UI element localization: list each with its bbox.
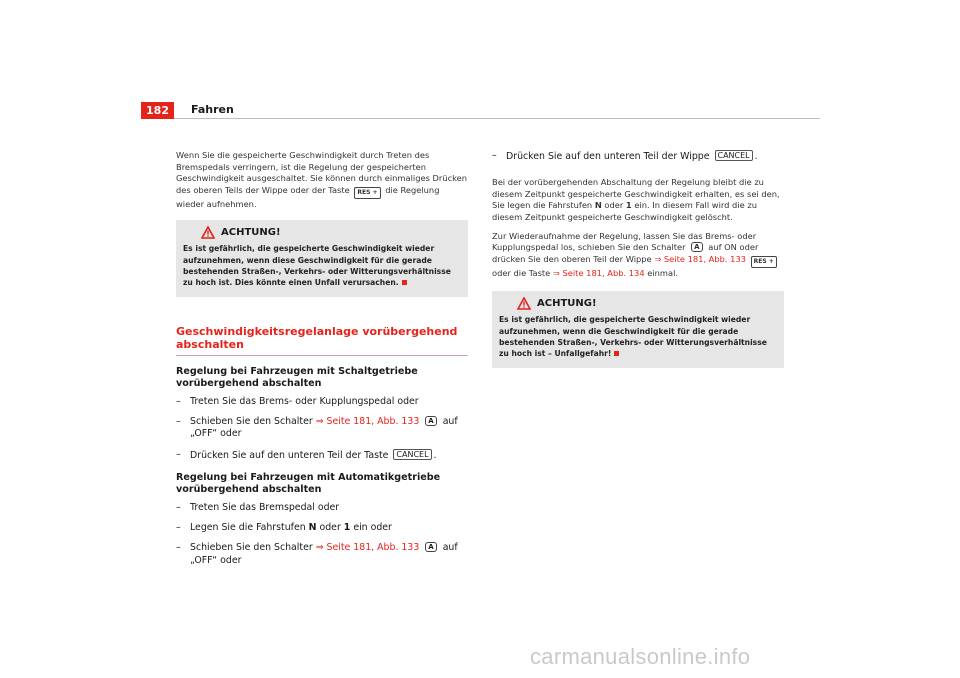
warning-header [517,297,776,310]
header-rule [174,118,820,119]
end-mark-icon [614,351,619,356]
warning-title: ACHTUNG! [221,227,281,239]
cancel-key-icon: CANCEL [715,150,753,161]
cancel-key-icon: CANCEL [393,449,431,460]
res-plus-key-icon: RES + [354,187,380,199]
list-item: – Drücken Sie auf den unteren Teil der Taste CANCEL . [176,448,437,461]
step-text: Treten Sie das Bremspedal oder [190,501,340,513]
list-item: – Drücken Sie auf den unteren Teil der Wippe CANCEL . [492,150,758,162]
page-link[interactable]: ⇒ Seite 181, Abb. 134 [552,267,645,278]
chapter-title: Fahren [191,103,234,116]
page-link[interactable]: ⇒ Seite 181, Abb. 133 [315,542,420,554]
page-link[interactable]: ⇒ Seite 181, Abb. 133 [654,253,747,264]
step-text: Drücken Sie auf den unteren Teil der Taste CANCEL . [190,449,437,461]
left-column [176,150,468,575]
switch-a-icon: A [691,242,702,252]
warning-triangle-icon [201,226,215,239]
intro-text-end: die Regelung wieder aufnehmen. [176,184,440,209]
step-text: Treten Sie das Brems- oder Kupplungspedal oder [190,395,419,407]
manual-subheading: Regelung bei Fahrzeugen mit Schaltgetriebe vorübergehend abschalten [176,365,418,390]
paragraph: Zur Wiederaufnahme der Regelung, lassen Sie das Brems- oder Kupplungspedal los, schieben Sie den Schalter A auf ON oder drücken Sie den oberen Teil der Wippe ⇒ Seite 181, Abb. 133 RES + oder die Taste ⇒ Seite 181, Abb. 134 einmal. [492,231,784,280]
page-link[interactable]: ⇒ Seite 181, Abb. 133 [315,416,420,428]
warning-text-content: Es ist gefährlich, die gespeicherte Geschwindigkeit wieder aufzunehmen, wenn die Geschwindigkeit für die gerade bestehenden Straßen-, Verkehrs- oder Witterungsverhältnisse zu hoch ist – Unfallgefahr! [499,315,767,359]
list-item: – Schieben Sie den Schalter ⇒ Seite 181, Abb. 133 A auf „OFF“ oder [176,542,468,566]
step-text: Drücken Sie auf den unteren Teil der Wippe CANCEL . [506,151,758,162]
list-item: – Treten Sie das Brems- oder Kupplungspedal oder [176,395,419,407]
end-mark-icon [402,280,407,285]
right-column [492,150,784,368]
warning-box [492,291,784,368]
automatic-subheading: Regelung bei Fahrzeugen mit Automatikgetriebe vorübergehend abschalten [176,471,441,496]
intro-text: Wenn Sie die gespeicherte Geschwindigkeit durch Treten des Bremspedals verringern, ist die Regelung der gespeicherten Geschwindigkeit ausgeschaltet. Sie können durch einmaliges Drücken des oberen Teils der Wippe oder der Taste [176,150,468,195]
warning-text-content: Es ist gefährlich, die gespeicherte Geschwindigkeit wieder aufzunehmen, wenn diese Geschwindigkeit für die gerade bestehenden Straßen-, Verkehrs- oder Witterungsverhältnisse zu hoch ist. Dies könnte einen Unfall verursachen. [183,244,451,288]
intro-paragraph [176,150,468,210]
switch-a-icon: A [425,416,436,426]
warning-triangle-icon [517,297,531,310]
step-text: Schieben Sie den Schalter ⇒ Seite 181, Abb. 133 A auf „OFF“ oder [190,416,458,440]
list-item: – Treten Sie das Bremspedal oder [176,501,340,513]
switch-a-icon: A [425,542,436,552]
warning-box [176,220,468,297]
page-number-badge: 182 [141,102,174,119]
warning-title: ACHTUNG! [537,298,597,310]
warning-text [499,314,776,360]
list-item: – Legen Sie die Fahrstufen N oder 1 ein oder [176,522,392,534]
list-item: – Schieben Sie den Schalter ⇒ Seite 181, Abb. 133 A auf „OFF“ oder [176,416,468,440]
watermark: carmanualsonline.info [530,644,751,669]
res-plus-key-icon: RES + [751,256,777,268]
warning-header [201,226,460,239]
section-title: Geschwindigkeitsregelanlage vorübergehend abschalten [176,325,468,356]
step-text: Schieben Sie den Schalter ⇒ Seite 181, Abb. 133 A auf „OFF“ oder [190,542,458,566]
step-text: Legen Sie die Fahrstufen N oder 1 ein oder [190,522,392,534]
warning-text [183,243,460,289]
paragraph: Bei der vorübergehenden Abschaltung der Regelung bleibt die zu diesem Zeitpunkt gespeicherte Geschwindigkeit erhalten, es sei den, Sie legen die Fahrstufen N oder 1 ein. In diesem Fall wird die zu diesem Zeitpunkt gespeicherte Geschwindigkeit gelöscht. [492,177,780,222]
